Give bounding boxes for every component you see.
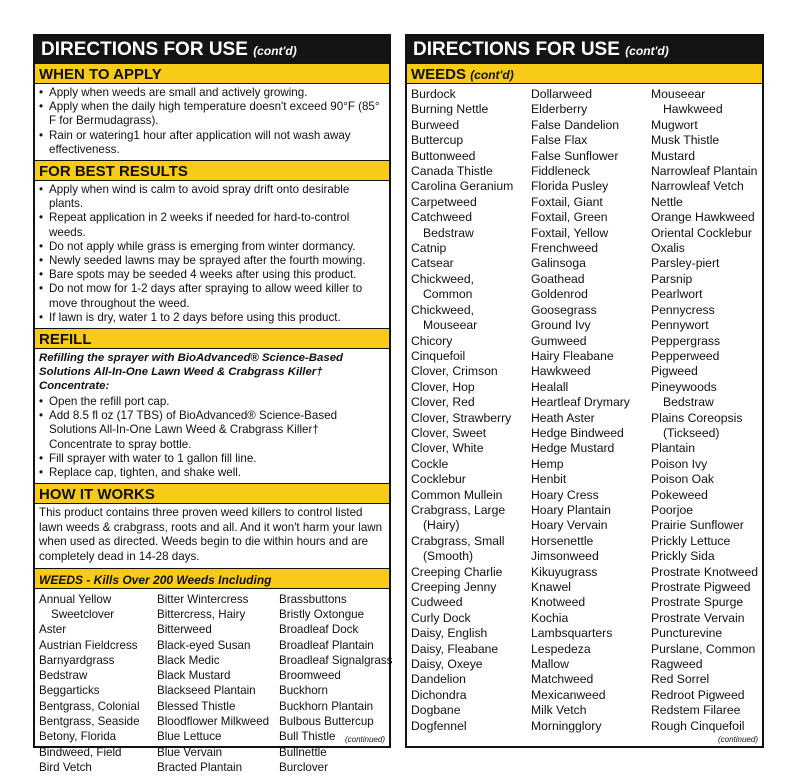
left-title-suffix: (cont'd) xyxy=(253,44,297,58)
list-item: Morningglory xyxy=(531,718,602,733)
right-title-suffix: (cont'd) xyxy=(625,44,669,58)
list-item: Prickly Lettuce xyxy=(651,533,731,548)
weeds-continued-list xyxy=(407,84,762,734)
list-item: • Repeat application in 2 weeks if needed for hard-to-control weeds. xyxy=(39,211,385,239)
list-item: Fiddleneck xyxy=(531,164,590,179)
list-item: • Newly seeded lawns may be sprayed after the fourth mowing. xyxy=(39,254,385,268)
list-item: Poorjoe xyxy=(651,502,694,517)
list-item: Narrowleaf Vetch xyxy=(651,179,744,194)
list-item: Bedstraw xyxy=(663,395,714,410)
list-item: Hoary Vervain xyxy=(531,518,608,533)
list-item: Hemp xyxy=(531,456,564,471)
list-item: Mouseear xyxy=(423,318,478,333)
list-item: False Sunflower xyxy=(531,148,619,163)
best-results-list xyxy=(35,181,389,328)
list-item: Broadleaf Dock xyxy=(279,623,359,637)
weeds-heading-text: WEEDS - Kills Over 200 Weeds Including xyxy=(39,572,272,587)
list-item: Aster xyxy=(39,623,67,637)
list-item: Bull Thistle xyxy=(279,730,336,744)
best-results-heading: FOR BEST RESULTS xyxy=(35,160,389,181)
list-item: Mexicanweed xyxy=(531,687,606,702)
list-item: Cinquefoil xyxy=(411,348,466,363)
list-item: Bindweed, Field xyxy=(39,745,122,759)
list-item: Chicory xyxy=(411,333,453,348)
list-item: Common Mullein xyxy=(411,487,503,502)
list-item: Plains Coreopsis xyxy=(651,410,743,425)
list-item: Daisy, Fleabane xyxy=(411,641,499,656)
list-item: Clover, White xyxy=(411,441,484,456)
list-item: Knotweed xyxy=(531,595,586,610)
list-item: Blessed Thistle xyxy=(157,699,236,713)
list-item: Catsear xyxy=(411,256,454,271)
list-item: Galinsoga xyxy=(531,256,586,271)
list-item: Buttercup xyxy=(411,133,464,148)
list-item: Heartleaf Drymary xyxy=(531,395,630,410)
list-item: Brassbuttons xyxy=(279,592,347,606)
list-item: Frenchweed xyxy=(531,241,599,256)
list-item: Hawkweed xyxy=(663,102,723,117)
list-item: Kikuyugrass xyxy=(531,564,598,579)
weeds-column-1 xyxy=(411,87,531,734)
refill-list xyxy=(35,393,389,483)
list-item: • Add 8.5 fl oz (17 TBS) of BioAdvanced® Science-Based Solutions All-In-One Lawn Weed & Crabgrass Killer† Concentrate to spray bottle. xyxy=(39,409,385,452)
continued-note: (continued) xyxy=(344,735,385,744)
list-item: Goosegrass xyxy=(531,302,597,317)
list-item: Pineywoods xyxy=(651,379,717,394)
list-item: Puncturevine xyxy=(651,626,723,641)
list-item: Cockle xyxy=(411,456,449,471)
when-to-apply-list xyxy=(35,84,389,160)
list-item: • Apply when the daily high temperature doesn't exceed 90°F (85° F for Bermudagrass). xyxy=(39,100,385,128)
right-panel-title xyxy=(407,36,762,63)
when-to-apply-heading: WHEN TO APPLY xyxy=(35,63,389,84)
how-it-works-text: This product contains three proven weed killers to control listed lawn weeds & crabgrass, roots and all. And it won't harm your lawn when used as directed. Weeds begin to die within hours and are completely dead in 14-28 days. xyxy=(39,506,383,564)
list-item: Bittercress, Hairy xyxy=(157,607,246,621)
list-item: Blue Vervain xyxy=(157,745,223,759)
list-item: Prairie Sunflower xyxy=(651,518,744,533)
list-item: Dichondra xyxy=(411,687,467,702)
list-item: Prostrate Pigweed xyxy=(651,580,751,594)
how-it-works-heading: HOW IT WORKS xyxy=(35,483,389,504)
weeds-continued-heading xyxy=(407,63,762,84)
list-item: • Apply when weeds are small and actively growing. xyxy=(39,86,385,100)
list-item: Bitterweed xyxy=(157,623,212,637)
list-item: Horsenettle xyxy=(531,533,594,548)
list-item: Elderberry xyxy=(531,102,588,117)
list-item: Oriental Cocklebur xyxy=(651,225,752,240)
list-item: Beggarticks xyxy=(39,684,100,698)
list-item: Austrian Fieldcress xyxy=(39,638,138,652)
weeds-column-1 xyxy=(39,592,157,776)
list-item: Creeping Jenny xyxy=(411,580,497,594)
list-item: Blackseed Plantain xyxy=(157,684,256,698)
list-item: Prostrate Vervain xyxy=(651,610,745,625)
list-item: Purslane, Common xyxy=(651,641,756,656)
list-item: Poison Ivy xyxy=(651,456,708,471)
list-item: Mugwort xyxy=(651,117,698,132)
list-item: Bentgrass, Seaside xyxy=(39,715,140,729)
list-item: Parsley-piert xyxy=(651,256,720,271)
list-item: Catchweed xyxy=(411,210,472,225)
list-item: • Rain or watering1 hour after application will not wash away effectiveness. xyxy=(39,129,385,157)
weeds-column-3 xyxy=(279,592,392,776)
list-item: • Replace cap, tighten, and shake well. xyxy=(39,466,385,480)
list-item: Black Mustard xyxy=(157,669,231,683)
list-item: Orange Hawkweed xyxy=(651,210,755,225)
list-item: Prostrate Spurge xyxy=(651,595,744,610)
list-item: Curly Dock xyxy=(411,610,471,625)
left-panel xyxy=(33,34,393,774)
list-item: Burning Nettle xyxy=(411,102,489,117)
list-item: Musk Thistle xyxy=(651,133,720,148)
list-item: Ground Ivy xyxy=(531,318,591,333)
list-item: Crabgrass, Small xyxy=(411,533,505,548)
list-item: Poison Oak xyxy=(651,472,715,487)
list-item: Red Sorrel xyxy=(651,672,710,687)
list-item: Pokeweed xyxy=(651,487,708,502)
list-item: • Bare spots may be seeded 4 weeks after using this product. xyxy=(39,268,385,282)
list-item: (Smooth) xyxy=(423,549,474,564)
list-item: Sweetclover xyxy=(51,607,115,621)
list-item: Crabgrass, Large xyxy=(411,502,506,517)
list-item: (Hairy) xyxy=(423,518,460,533)
list-item: Clover, Crimson xyxy=(411,364,498,379)
list-item: Cudweed xyxy=(411,595,463,610)
list-item: Redroot Pigweed xyxy=(651,687,745,702)
list-item: Pearlwort xyxy=(651,287,703,302)
list-item: Broadleaf Plantain xyxy=(279,638,374,652)
list-item: Nettle xyxy=(651,194,683,209)
list-item: Clover, Sweet xyxy=(411,425,487,440)
weeds-continued-suffix: (cont'd) xyxy=(470,68,514,82)
list-item: Carpetweed xyxy=(411,194,477,209)
list-item: Buttonweed xyxy=(411,148,476,163)
list-item: Rough Cinquefoil xyxy=(651,718,745,733)
list-item: Bitter Wintercress xyxy=(157,592,249,606)
list-item: Mouseear xyxy=(651,87,706,101)
list-item: Bird Vetch xyxy=(39,760,92,774)
list-item: Foxtail, Giant xyxy=(531,194,603,209)
list-item: Black-eyed Susan xyxy=(157,638,251,652)
list-item: False Dandelion xyxy=(531,117,620,132)
list-item: Jimsonweed xyxy=(531,549,599,564)
list-item: Daisy, English xyxy=(411,626,488,641)
list-item: Canada Thistle xyxy=(411,164,493,179)
list-item: Dollarweed xyxy=(531,87,592,101)
list-item: Goldenrod xyxy=(531,287,588,302)
list-item: Annual Yellow xyxy=(39,592,112,606)
list-item: Healall xyxy=(531,379,569,394)
list-item: Mallow xyxy=(531,657,569,672)
list-item: • Do not mow for 1-2 days after spraying to allow weed killer to move throughout the weed. xyxy=(39,282,385,310)
list-item: Bedstraw xyxy=(39,669,88,683)
list-item: Buckhorn Plantain xyxy=(279,699,374,713)
list-item: Carolina Geranium xyxy=(411,179,514,194)
list-item: Pennycress xyxy=(651,302,715,317)
list-item: Cocklebur xyxy=(411,472,466,487)
list-item: Knawel xyxy=(531,580,571,594)
list-item: Clover, Red xyxy=(411,395,475,410)
weeds-heading xyxy=(35,568,389,589)
list-item: Clover, Strawberry xyxy=(411,410,512,425)
list-item: Prickly Sida xyxy=(651,549,715,564)
list-item: Bracted Plantain xyxy=(157,760,243,774)
list-item: • Fill sprayer with water to 1 gallon fill line. xyxy=(39,452,385,466)
list-item: Prostrate Knotweed xyxy=(651,564,759,579)
list-item: Hawkweed xyxy=(531,364,591,379)
list-item: Bulbous Buttercup xyxy=(279,715,374,729)
list-item: Creeping Charlie xyxy=(411,564,503,579)
list-item: Lespedeza xyxy=(531,641,591,656)
list-item: Matchweed xyxy=(531,672,594,687)
list-item: Pepperweed xyxy=(651,348,720,363)
list-item: Dogbane xyxy=(411,703,461,718)
list-item: Peppergrass xyxy=(651,333,721,348)
list-item: Bedstraw xyxy=(423,225,474,240)
list-item: Gumweed xyxy=(531,333,587,348)
list-item: Bloodflower Milkweed xyxy=(157,715,270,729)
list-item: Bristly Oxtongue xyxy=(279,607,365,621)
list-item: Broomweed xyxy=(279,669,341,683)
right-panel xyxy=(405,34,764,748)
weeds-list xyxy=(35,589,393,776)
list-item: False Flax xyxy=(531,133,588,148)
list-item: Bentgrass, Colonial xyxy=(39,699,140,713)
list-item: Henbit xyxy=(531,472,567,487)
list-item: Foxtail, Green xyxy=(531,210,608,225)
weeds-column-2 xyxy=(157,592,279,776)
list-item: Burdock xyxy=(411,87,456,101)
left-title-text: DIRECTIONS FOR USE xyxy=(41,39,248,60)
list-item: Clover, Hop xyxy=(411,379,475,394)
list-item: Parsnip xyxy=(651,271,693,286)
list-item: Bullnettle xyxy=(279,745,327,759)
list-item: Chickweed, xyxy=(411,271,474,286)
list-item: Goathead xyxy=(531,271,585,286)
list-item: Redstem Filaree xyxy=(651,703,741,718)
list-item: Hoary Cress xyxy=(531,487,599,502)
right-title-text: DIRECTIONS FOR USE xyxy=(413,39,620,60)
refill-heading: REFILL xyxy=(35,328,389,349)
list-item: • Apply when wind is calm to avoid spray drift onto desirable plants. xyxy=(39,183,385,211)
list-item: Catnip xyxy=(411,241,447,256)
list-item: • Open the refill port cap. xyxy=(39,395,385,409)
list-item: Lambsquarters xyxy=(531,626,613,641)
list-item: Kochia xyxy=(531,610,569,625)
list-item: Hedge Bindweed xyxy=(531,425,624,440)
list-item: Broadleaf Signalgrass xyxy=(279,653,393,667)
left-panel-title xyxy=(35,36,389,63)
list-item: • Do not apply while grass is emerging from winter dormancy. xyxy=(39,240,385,254)
refill-intro: Refilling the sprayer with BioAdvanced® Science-Based Solutions All-In-One Lawn Weed & Crabgrass Killer† Concentrate: xyxy=(39,352,343,393)
list-item: Pigweed xyxy=(651,364,698,379)
list-item: Daisy, Oxeye xyxy=(411,657,483,672)
weeds-column-2 xyxy=(531,87,651,734)
list-item: • If lawn is dry, water 1 to 2 days before using this product. xyxy=(39,311,385,325)
continued-note: (continued) xyxy=(717,735,758,744)
list-item: Betony, Florida xyxy=(39,730,117,744)
list-item: Plantain xyxy=(651,441,696,456)
list-item: Burclover xyxy=(279,760,328,774)
weeds-column-3 xyxy=(651,87,758,734)
list-item: Blue Lettuce xyxy=(157,730,222,744)
list-item: Florida Pusley xyxy=(531,179,609,194)
list-item: Black Medic xyxy=(157,653,220,667)
list-item: Chickweed, xyxy=(411,302,474,317)
list-item: Narrowleaf Plantain xyxy=(651,164,758,179)
list-item: Hedge Mustard xyxy=(531,441,615,456)
list-item: Milk Vetch xyxy=(531,703,587,718)
list-item: Dogfennel xyxy=(411,718,467,733)
list-item: Buckhorn xyxy=(279,684,328,698)
list-item: Heath Aster xyxy=(531,410,595,425)
list-item: Pennywort xyxy=(651,318,709,333)
weeds-continued-text: WEEDS xyxy=(411,66,467,83)
list-item: Dandelion xyxy=(411,672,466,687)
list-item: (Tickseed) xyxy=(663,425,720,440)
list-item: Hairy Fleabane xyxy=(531,348,614,363)
list-item: Mustard xyxy=(651,148,696,163)
list-item: Common xyxy=(423,287,473,302)
list-item: Hoary Plantain xyxy=(531,502,611,517)
list-item: Barnyardgrass xyxy=(39,653,115,667)
list-item: Oxalis xyxy=(651,241,685,256)
list-item: Burweed xyxy=(411,117,460,132)
list-item: Ragweed xyxy=(651,657,703,672)
list-item: Foxtail, Yellow xyxy=(531,225,609,240)
